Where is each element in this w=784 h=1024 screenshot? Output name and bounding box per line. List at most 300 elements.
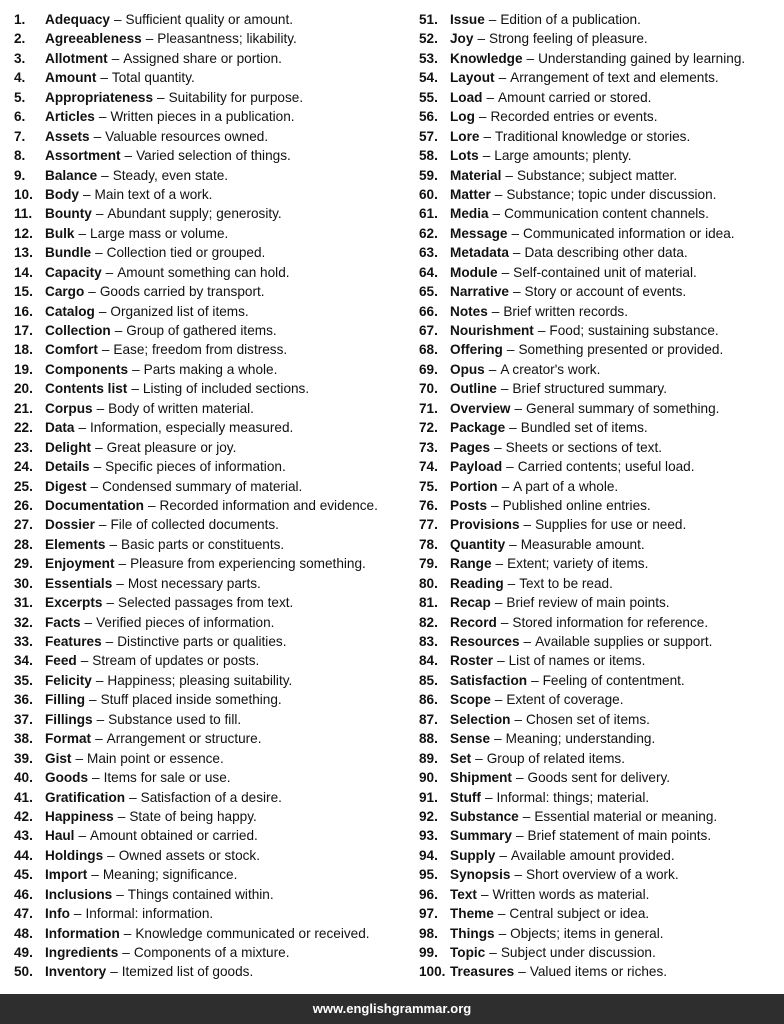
item-separator: – xyxy=(95,731,103,747)
item-definition: Sufficient quality or amount. xyxy=(125,12,294,27)
item-number: 58. xyxy=(419,148,438,164)
item-number: 36. xyxy=(14,692,33,708)
item-term: Excerpts xyxy=(45,595,103,611)
item-term: Selection xyxy=(450,711,511,727)
item-separator: – xyxy=(498,70,507,86)
item-separator: – xyxy=(499,847,507,863)
list-item xyxy=(14,710,406,729)
item-definition: Sheets or sections of text. xyxy=(505,439,663,455)
item-separator: – xyxy=(95,245,103,261)
item-number: 80. xyxy=(419,575,438,591)
item-definition: Large amounts; plenty. xyxy=(494,148,632,164)
item-number: 46. xyxy=(14,886,33,902)
item-definition: Condensed summary of material. xyxy=(102,478,303,494)
list-item xyxy=(14,418,406,437)
item-term: Catalog xyxy=(45,303,95,319)
item-definition: Objects; items in general. xyxy=(510,925,664,941)
list-item xyxy=(419,613,781,632)
item-term: Facts xyxy=(45,614,81,630)
item-term: Matter xyxy=(450,186,491,202)
list-item xyxy=(419,885,781,904)
item-number: 45. xyxy=(14,867,33,883)
item-separator: – xyxy=(495,556,504,572)
item-number: 33. xyxy=(14,634,33,649)
list-item xyxy=(419,166,781,185)
item-definition: Large mass or volume. xyxy=(90,225,229,241)
item-term: Payload xyxy=(450,459,503,475)
item-term: Provisions xyxy=(450,517,520,533)
list-item xyxy=(419,49,781,68)
item-number: 100. xyxy=(419,964,446,980)
list-item xyxy=(14,826,406,845)
item-term: Assets xyxy=(45,128,90,144)
item-number: 3. xyxy=(14,50,26,66)
item-separator: – xyxy=(157,89,165,105)
item-term: Message xyxy=(450,225,508,241)
list-item xyxy=(14,204,406,223)
list-item xyxy=(419,418,781,437)
item-term: Adequacy xyxy=(45,12,110,27)
list-item xyxy=(14,535,406,554)
item-number: 97. xyxy=(419,906,438,922)
item-separator: – xyxy=(515,828,524,844)
list-item xyxy=(419,204,781,223)
item-definition: Measurable amount. xyxy=(520,536,645,552)
item-separator: – xyxy=(477,31,485,47)
item-number: 2. xyxy=(14,31,26,47)
item-definition: File of collected documents. xyxy=(110,517,279,533)
item-number: 77. xyxy=(419,517,438,533)
item-definition: Suitability for purpose. xyxy=(168,89,304,105)
item-definition: Carried contents; useful load. xyxy=(517,459,695,475)
item-number: 56. xyxy=(419,109,438,125)
list-item xyxy=(419,243,781,262)
item-separator: – xyxy=(518,964,526,980)
item-definition: Most necessary parts. xyxy=(127,575,261,591)
item-separator: – xyxy=(494,731,502,747)
item-number: 27. xyxy=(14,517,33,533)
item-separator: – xyxy=(531,672,539,688)
item-number: 88. xyxy=(419,731,438,747)
item-term: Resources xyxy=(450,634,520,649)
item-number: 60. xyxy=(419,186,438,202)
item-definition: Data describing other data. xyxy=(524,245,688,261)
list-item xyxy=(419,554,781,573)
item-definition: List of names or items. xyxy=(508,653,646,669)
item-separator: – xyxy=(498,925,507,941)
item-separator: – xyxy=(523,634,532,649)
item-definition: Self-contained unit of material. xyxy=(513,264,697,280)
item-number: 19. xyxy=(14,361,33,377)
item-definition: Story or account of events. xyxy=(524,284,687,300)
list-item xyxy=(419,788,781,807)
item-separator: – xyxy=(105,264,114,280)
item-term: Pages xyxy=(450,439,491,455)
list-item xyxy=(419,904,781,923)
list-item xyxy=(419,749,781,768)
list-item xyxy=(419,263,781,282)
item-definition: Arrangement or structure. xyxy=(106,731,262,747)
item-separator: – xyxy=(475,750,483,766)
item-definition: Communication content channels. xyxy=(504,206,709,222)
item-number: 47. xyxy=(14,906,33,922)
item-term: Portion xyxy=(450,478,498,494)
item-number: 10. xyxy=(14,186,33,202)
list-item xyxy=(14,749,406,768)
list-item xyxy=(14,146,406,165)
item-term: Things xyxy=(450,925,495,941)
list-item xyxy=(419,107,781,126)
item-term: Module xyxy=(450,264,498,280)
item-term: Ingredients xyxy=(45,945,119,960)
item-term: Info xyxy=(45,906,70,922)
list-item xyxy=(14,554,406,573)
item-number: 9. xyxy=(14,167,26,183)
item-term: Offering xyxy=(450,342,503,358)
item-number: 85. xyxy=(419,672,438,688)
item-definition: A part of a whole. xyxy=(513,478,619,494)
item-term: Format xyxy=(45,731,92,747)
item-term: Lore xyxy=(450,128,480,144)
item-definition: Extent; variety of items. xyxy=(507,556,649,572)
item-definition: Stored information for reference. xyxy=(512,614,709,630)
item-separator: – xyxy=(111,50,120,66)
item-term: Bundle xyxy=(45,245,92,261)
item-number: 32. xyxy=(14,614,33,630)
item-definition: Main point or essence. xyxy=(87,750,224,766)
item-term: Gist xyxy=(45,750,72,766)
item-number: 30. xyxy=(14,575,33,591)
item-definition: Recorded information and evidence. xyxy=(159,497,378,513)
item-separator: – xyxy=(107,847,115,863)
item-definition: Pleasure from experiencing something. xyxy=(130,556,366,572)
item-definition: Informal: things; material. xyxy=(496,789,650,805)
item-number: 54. xyxy=(419,70,438,86)
item-definition: Valued items or riches. xyxy=(529,964,668,980)
item-number: 71. xyxy=(419,400,438,416)
item-term: Satisfaction xyxy=(450,672,528,688)
list-item xyxy=(14,282,406,301)
item-definition: Happiness; pleasing suitability. xyxy=(107,672,293,688)
item-term: Media xyxy=(450,206,489,222)
item-term: Allotment xyxy=(45,50,108,66)
item-number: 79. xyxy=(419,556,438,572)
item-separator: – xyxy=(509,536,517,552)
item-definition: Amount obtained or carried. xyxy=(90,828,258,844)
item-number: 94. xyxy=(419,847,438,863)
item-separator: – xyxy=(116,575,124,591)
item-number: 76. xyxy=(419,497,438,513)
list-item xyxy=(14,29,406,48)
item-term: Recap xyxy=(450,595,491,611)
item-separator: – xyxy=(506,342,515,358)
item-separator: – xyxy=(526,50,535,66)
item-definition: Verified pieces of information. xyxy=(96,614,275,630)
item-separator: – xyxy=(145,31,154,47)
list-item xyxy=(419,865,781,884)
item-number: 4. xyxy=(14,70,26,86)
item-definition: Supplies for use or need. xyxy=(535,517,687,533)
item-separator: – xyxy=(483,128,492,144)
item-number: 40. xyxy=(14,770,33,786)
list-item xyxy=(14,671,406,690)
item-term: Log xyxy=(450,109,475,125)
item-definition: Collection tied or grouped. xyxy=(106,245,266,261)
item-number: 57. xyxy=(419,128,438,144)
item-term: Synopsis xyxy=(450,867,511,883)
item-definition: Goods carried by transport. xyxy=(99,284,265,300)
item-separator: – xyxy=(523,517,532,533)
list-item xyxy=(419,943,781,962)
list-item xyxy=(419,496,781,515)
item-separator: – xyxy=(98,109,107,125)
item-separator: – xyxy=(93,459,102,475)
list-item xyxy=(14,302,406,321)
list-item xyxy=(14,399,406,418)
item-separator: – xyxy=(109,536,118,552)
item-definition: Recorded entries or events. xyxy=(490,109,658,125)
item-term: Cargo xyxy=(45,284,85,300)
word-list-left-column xyxy=(14,10,406,982)
item-separator: – xyxy=(89,692,97,708)
item-number: 64. xyxy=(419,264,438,280)
item-separator: – xyxy=(511,225,519,241)
item-separator: – xyxy=(489,945,497,960)
list-item xyxy=(419,360,781,379)
item-separator: – xyxy=(491,497,499,513)
item-definition: Extent of coverage. xyxy=(506,692,624,708)
item-number: 38. xyxy=(14,731,33,747)
list-item xyxy=(419,457,781,476)
item-separator: – xyxy=(537,323,546,338)
item-separator: – xyxy=(507,575,516,591)
item-number: 5. xyxy=(14,89,26,105)
list-item xyxy=(14,496,406,515)
item-definition: Specific pieces of information. xyxy=(105,459,286,475)
item-number: 96. xyxy=(419,886,438,902)
item-term: Theme xyxy=(450,906,494,922)
list-item xyxy=(14,593,406,612)
item-number: 24. xyxy=(14,459,33,475)
item-term: Summary xyxy=(450,828,512,844)
item-term: Topic xyxy=(450,945,486,960)
item-definition: Satisfaction of a desire. xyxy=(140,789,282,805)
item-definition: Essential material or meaning. xyxy=(534,808,718,824)
item-separator: – xyxy=(494,692,503,708)
item-number: 99. xyxy=(419,945,438,960)
footer-bar xyxy=(0,994,784,1024)
list-item xyxy=(419,535,781,554)
item-number: 12. xyxy=(14,225,33,241)
item-term: Elements xyxy=(45,536,106,552)
item-separator: – xyxy=(123,925,132,941)
item-separator: – xyxy=(78,828,87,844)
item-number: 23. xyxy=(14,439,33,455)
list-item xyxy=(14,515,406,534)
item-number: 91. xyxy=(419,789,438,805)
item-number: 48. xyxy=(14,925,33,941)
item-number: 89. xyxy=(419,750,438,766)
item-term: Joy xyxy=(450,31,474,47)
item-separator: – xyxy=(92,770,100,786)
item-definition: Understanding gained by learning. xyxy=(538,50,746,66)
item-number: 37. xyxy=(14,711,33,727)
item-definition: Information, especially measured. xyxy=(90,420,294,436)
item-term: Feed xyxy=(45,653,77,669)
item-definition: Arrangement of text and elements. xyxy=(510,70,719,86)
item-separator: – xyxy=(90,478,99,494)
item-definition: Amount carried or stored. xyxy=(498,89,652,105)
item-definition: Amount something can hold. xyxy=(117,264,290,280)
item-separator: – xyxy=(509,420,517,436)
item-number: 31. xyxy=(14,595,33,611)
item-term: Contents list xyxy=(45,381,128,397)
item-separator: – xyxy=(114,323,123,338)
word-list-right-column xyxy=(419,10,781,982)
item-term: Text xyxy=(450,886,477,902)
item-separator: – xyxy=(101,342,110,358)
item-definition: Bundled set of items. xyxy=(520,420,648,436)
item-term: Filling xyxy=(45,692,86,708)
list-item xyxy=(419,924,781,943)
item-term: Appropriateness xyxy=(45,89,154,105)
item-number: 70. xyxy=(419,381,438,397)
list-item xyxy=(14,477,406,496)
item-definition: Written pieces in a publication. xyxy=(110,109,295,125)
item-number: 8. xyxy=(14,148,26,164)
item-term: Happiness xyxy=(45,808,114,824)
item-number: 55. xyxy=(419,89,438,105)
item-number: 22. xyxy=(14,420,33,436)
list-item xyxy=(14,943,406,962)
item-term: Features xyxy=(45,634,102,649)
item-separator: – xyxy=(514,711,522,727)
item-term: Balance xyxy=(45,167,98,183)
list-item xyxy=(419,185,781,204)
item-definition: Main text of a work. xyxy=(94,186,213,202)
item-definition: Brief statement of main points. xyxy=(527,828,712,844)
item-definition: Published online entries. xyxy=(502,497,651,513)
list-item xyxy=(14,865,406,884)
item-number: 92. xyxy=(419,808,438,824)
item-term: Shipment xyxy=(450,770,512,786)
item-number: 67. xyxy=(419,323,438,338)
item-separator: – xyxy=(80,653,89,669)
item-definition: Subject under discussion. xyxy=(500,945,656,960)
list-item xyxy=(419,632,781,651)
item-term: Substance xyxy=(450,808,519,824)
item-number: 20. xyxy=(14,381,33,397)
item-number: 73. xyxy=(419,439,438,455)
list-item xyxy=(419,127,781,146)
list-item xyxy=(419,574,781,593)
item-number: 82. xyxy=(419,614,438,630)
list-item xyxy=(14,340,406,359)
item-term: Set xyxy=(450,750,472,766)
item-term: Roster xyxy=(450,653,494,669)
item-separator: – xyxy=(117,808,126,824)
item-definition: Itemized list of goods. xyxy=(121,964,254,980)
item-definition: Strong feeling of pleasure. xyxy=(489,31,648,47)
footer-site-text: www.englishgrammar.org xyxy=(312,1001,472,1016)
item-number: 50. xyxy=(14,964,33,980)
item-definition: Great pleasure or joy. xyxy=(106,439,237,455)
item-number: 21. xyxy=(14,400,33,416)
item-number: 11. xyxy=(14,206,33,222)
item-term: Load xyxy=(450,89,483,105)
item-term: Knowledge xyxy=(450,50,523,66)
item-term: Narrative xyxy=(450,284,509,300)
list-item xyxy=(14,107,406,126)
item-separator: – xyxy=(147,497,156,513)
item-definition: Knowledge communicated or received. xyxy=(135,925,370,941)
item-number: 98. xyxy=(419,925,438,941)
item-definition: General summary of something. xyxy=(526,400,720,416)
item-term: Capacity xyxy=(45,264,102,280)
list-item xyxy=(419,962,781,981)
item-definition: Distinctive parts or qualities. xyxy=(117,634,287,649)
item-separator: – xyxy=(132,361,140,377)
list-item xyxy=(14,807,406,826)
list-item xyxy=(419,807,781,826)
list-item xyxy=(14,574,406,593)
item-separator: – xyxy=(98,303,107,319)
item-definition: Written words as material. xyxy=(492,886,650,902)
item-number: 41. xyxy=(14,789,33,805)
item-term: Assortment xyxy=(45,148,121,164)
list-item xyxy=(419,68,781,87)
item-separator: – xyxy=(78,225,87,241)
item-term: Enjoyment xyxy=(45,556,115,572)
item-number: 43. xyxy=(14,828,33,844)
item-separator: – xyxy=(488,361,497,377)
item-separator: – xyxy=(501,478,510,494)
list-item xyxy=(14,924,406,943)
item-definition: Parts making a whole. xyxy=(143,361,278,377)
item-separator: – xyxy=(73,906,82,922)
list-item xyxy=(14,224,406,243)
list-item xyxy=(14,360,406,379)
item-term: Documentation xyxy=(45,497,144,513)
list-item xyxy=(419,10,781,29)
item-number: 72. xyxy=(419,420,438,436)
list-item xyxy=(14,10,406,29)
item-number: 93. xyxy=(419,828,438,844)
item-separator: – xyxy=(101,167,109,183)
item-separator: – xyxy=(506,459,514,475)
list-item xyxy=(419,593,781,612)
item-term: Amount xyxy=(45,70,97,86)
list-item xyxy=(419,88,781,107)
item-separator: – xyxy=(492,206,501,222)
item-separator: – xyxy=(91,867,99,883)
list-item xyxy=(419,826,781,845)
item-term: Supply xyxy=(450,847,496,863)
item-number: 75. xyxy=(419,478,438,494)
item-term: Gratification xyxy=(45,789,126,805)
item-separator: – xyxy=(84,614,93,630)
item-definition: Components of a mixture. xyxy=(133,945,290,960)
item-number: 83. xyxy=(419,634,438,649)
item-definition: Food; sustaining substance. xyxy=(549,323,719,338)
item-separator: – xyxy=(106,595,114,611)
item-definition: Stuff placed inside something. xyxy=(100,692,282,708)
list-item xyxy=(14,127,406,146)
item-term: Posts xyxy=(450,497,488,513)
item-number: 6. xyxy=(14,109,26,125)
item-definition: Communicated information or idea. xyxy=(523,225,735,241)
item-term: Haul xyxy=(45,828,75,844)
